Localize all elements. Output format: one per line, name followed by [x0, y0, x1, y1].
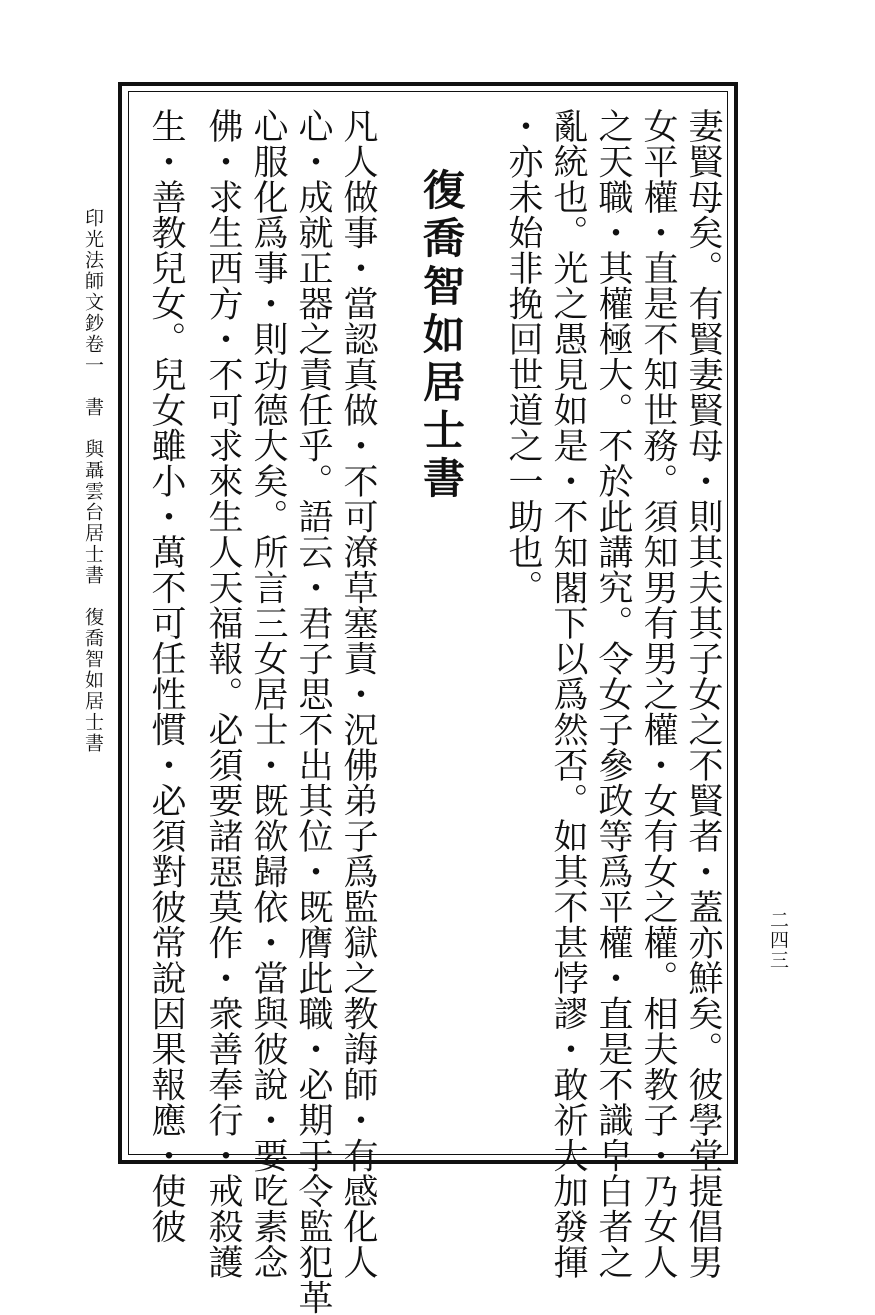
- text-column: 心・成就正器之責任乎。語云・君子思不出其位・既膺此職・必期于令監犯革: [293, 108, 333, 1315]
- text-column: 佛・求生西方・不可求來生人天福報。必須要諸惡莫作・衆善奉行・戒殺護: [203, 108, 243, 1280]
- text-column: 生・善教兒女。兒女雖小・萬不可任性慣・必須對彼常說因果報應・使彼: [146, 108, 186, 1244]
- text-column: ・亦未始非挽回世道之一助也。: [503, 108, 543, 605]
- text-column: 凡人做事・當認真做・不可潦草塞責・況佛弟子爲監獄之教誨師・有感化人: [338, 108, 378, 1280]
- text-column: 心服化爲事・則功德大矣。所言三女居士・既欲歸依・當與彼說・要吃素念: [248, 108, 288, 1280]
- page-number: 二四三: [767, 910, 789, 970]
- letter-title: 復喬智如居士書: [417, 168, 466, 504]
- text-column: 妻賢母矣。有賢妻賢母・則其夫其子女之不賢者・蓋亦鮮矣。彼學堂提倡男: [683, 108, 723, 1280]
- text-column: 亂統也。光之愚見如是・不知閣下以爲然否。如其不甚悖謬・敢祈大加發揮: [548, 108, 588, 1280]
- text-column: 之天職・其權極大。不於此講究。令女子參政等爲平權・直是不識皁白者之: [593, 108, 633, 1280]
- running-header: 印光法師文鈔卷一 書 與聶雲台居士書 復喬智如居士書: [82, 208, 104, 754]
- text-column: 女平權・直是不知世務。須知男有男之權・女有女之權。相夫教子・乃女人: [638, 108, 678, 1280]
